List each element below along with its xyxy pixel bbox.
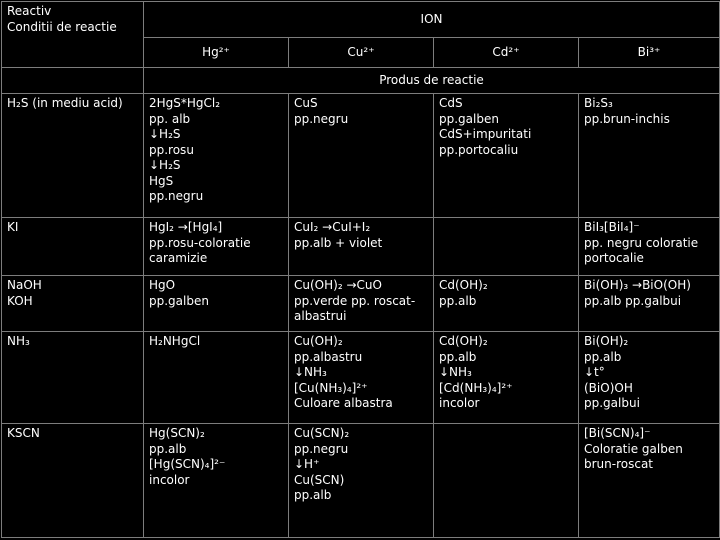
table-row — [2, 276, 720, 332]
table-row — [2, 218, 720, 276]
product-cu-cell: CuI₂ →CuI+I₂ pp.alb + violet — [289, 218, 434, 276]
product-bi-cell: Bi(OH)₃ →BiO(OH) pp.alb pp.galbui — [579, 276, 720, 332]
reagent-cell: KSCN — [2, 424, 144, 538]
product-cd-cell — [434, 218, 579, 276]
reagent-cell: H₂S (in mediu acid) — [2, 94, 144, 218]
reagent-cell: NaOH KOH — [2, 276, 144, 332]
product-hg-cell: HgO pp.galben — [144, 276, 289, 332]
table-row — [2, 332, 720, 424]
ion-cu-header: Cu²⁺ — [289, 38, 434, 68]
product-hg-cell: Hg(SCN)₂ pp.alb [Hg(SCN)₄]²⁻ incolor — [144, 424, 289, 538]
product-cd-cell — [434, 424, 579, 538]
product-cu-cell: CuS pp.negru — [289, 94, 434, 218]
product-cd-cell: Cd(OH)₂ pp.alb — [434, 276, 579, 332]
ion-cd-header: Cd²⁺ — [434, 38, 579, 68]
products-title: Produs de reactie — [144, 68, 720, 94]
reagent-cell: KI — [2, 218, 144, 276]
corner-reagent-label: Reactiv — [7, 4, 52, 18]
product-hg-cell: H₂NHgCl — [144, 332, 289, 424]
corner-header-cell — [2, 2, 144, 68]
table-row — [2, 424, 720, 538]
product-bi-cell: Bi₂S₃ pp.brun-inchis — [579, 94, 720, 218]
product-bi-cell: BiI₃[BiI₄]⁻ pp. negru coloratie portocalie — [579, 218, 720, 276]
empty-cell — [2, 68, 144, 94]
product-bi-cell: Bi(OH)₂ pp.alb ↓t° (BiO)OH pp.galbui — [579, 332, 720, 424]
reagent-cell: NH₃ — [2, 332, 144, 424]
product-cu-cell: Cu(OH)₂ →CuO pp.verde pp. roscat-albastrui — [289, 276, 434, 332]
table-row — [2, 94, 720, 218]
product-cu-cell: Cu(SCN)₂ pp.negru ↓H⁺ Cu(SCN) pp.alb — [289, 424, 434, 538]
product-bi-cell: [Bi(SCN)₄]⁻ Coloratie galben brun-roscat — [579, 424, 720, 538]
ion-title: ION — [144, 2, 720, 38]
product-cu-cell: Cu(OH)₂ pp.albastru ↓NH₃ [Cu(NH₃)₄]²⁺ Culoare albastra — [289, 332, 434, 424]
product-cd-cell: Cd(OH)₂ pp.alb ↓NH₃ [Cd(NH₃)₄]²⁺ incolor — [434, 332, 579, 424]
ion-bi-header: Bi³⁺ — [579, 38, 720, 68]
product-hg-cell: 2HgS*HgCl₂ pp. alb ↓H₂S pp.rosu ↓H₂S HgS pp.negru — [144, 94, 289, 218]
corner-conditions-label: Conditii de reactie — [7, 19, 117, 34]
product-cd-cell: CdS pp.galben CdS+impuritati pp.portocaliu — [434, 94, 579, 218]
product-hg-cell: HgI₂ →[HgI₄] pp.rosu-coloratie caramizie — [144, 218, 289, 276]
reaction-table — [1, 1, 720, 538]
ion-hg-header: Hg²⁺ — [144, 38, 289, 68]
